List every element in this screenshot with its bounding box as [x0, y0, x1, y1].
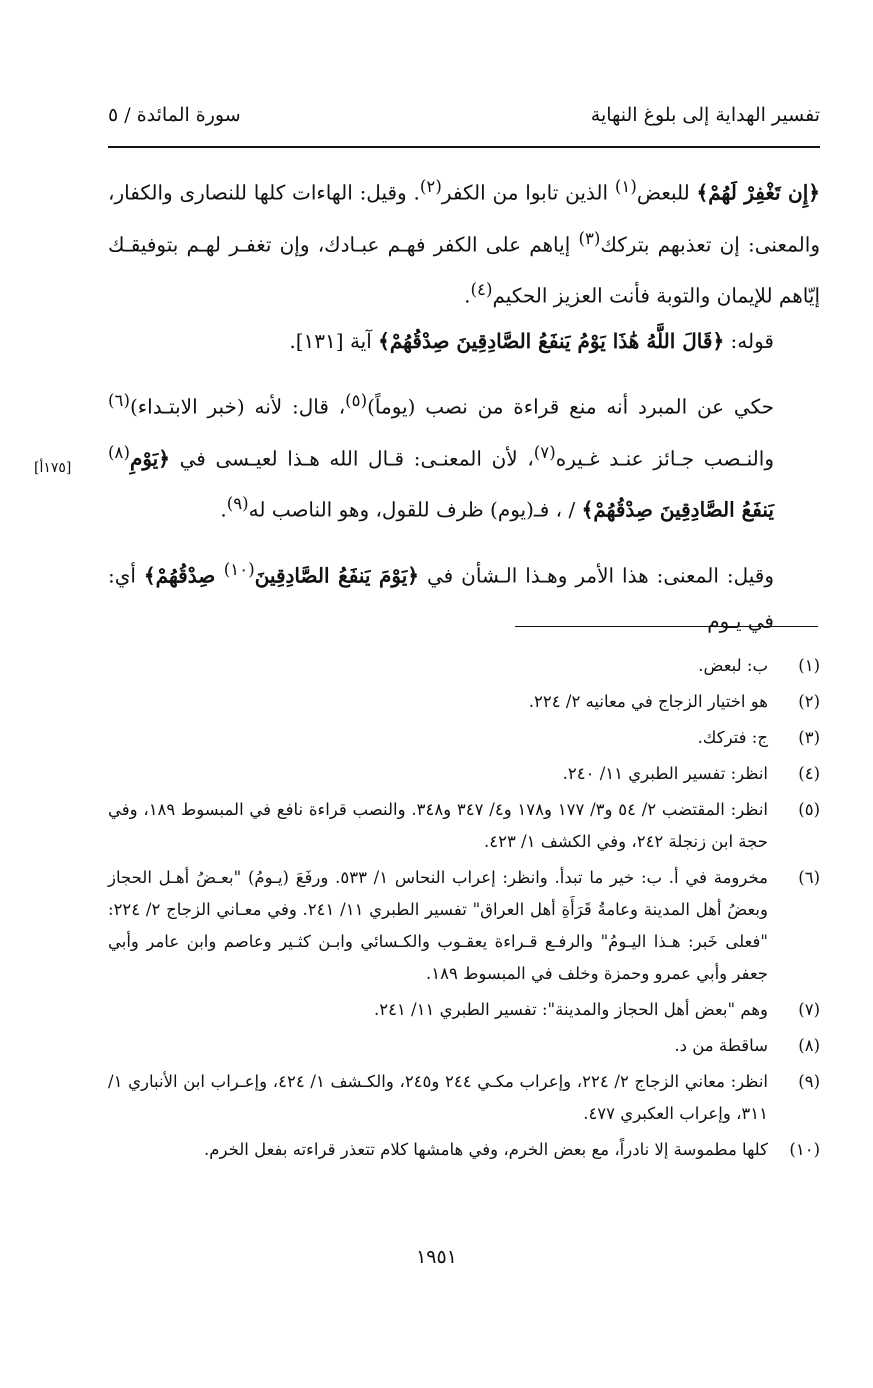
- footnote-text: كلها مطموسة إلا نادراً، مع بعض الخرم، وفي هامشها كلام تتعذر قراءته بفعل الخرم.: [204, 1140, 768, 1159]
- footnote: [108, 650, 820, 682]
- running-header: [108, 104, 820, 136]
- quran-quote: يَنفَعُ الصَّادِقِينَ صِدْقُهُمْ﴾: [581, 497, 774, 522]
- main-text: [108, 164, 820, 644]
- quran-quote: ﴿إِن تَغْفِرْ لَهُمْ﴾: [696, 180, 820, 205]
- manuscript-folio-note: [١٧٥أ]: [34, 460, 72, 476]
- footnote-ref: (٥): [345, 390, 368, 410]
- paragraph: ﴿إِن تَغْفِرْ لَهُمْ﴾ للبعض$^{(١)}$ الذين تابوا من الكفر$^{(٢)}$. وقيل: الهاءات كلها للنصارى والكفار، والمعنى: إن تعذبهم بتركك$^{(٣)}$ إياهم على الكفر فهـم عبـادك، وإن تغفـر لهـم بتوفيقـك إيّاهم للإيمان والتوبة فأنت العزيز الحكيم$^{(٤)}$.: [108, 177, 820, 308]
- footnote-separator: [515, 626, 818, 627]
- paragraph: حكي عن المبرد أنه منع قراءة من نصب (يوماً)$^{(٥)}$، قال: لأنه (خبر الابتـداء)$^{(٦)}$ والنـصب جـائز عنـد غـيره$^{(٧)}$، لأن المعنـى: قـال الله هـذا لعيـسى في ﴿يَوْمِ$^{(٨)}$ يَنفَعُ الصَّادِقِينَ صِدْقُهُمْ﴾ / ، فـ(يوم) ظرف للقول، وهو الناصب له$^{(٩)}$.: [108, 390, 774, 522]
- footnotes: [108, 650, 820, 1170]
- footnote-text: انظر: المقتضب ٢/ ٥٤ و٣/ ١٧٧ و١٧٨ و٤/ ٣٤٧ و٣٤٨. والنصب قراءة نافع في المبسوط ١٨٩، وفي حجة ابن زنجلة ٢٤٢، وفي الكشف ١/ ٤٢٣.: [108, 800, 769, 851]
- footnote-ref: (٨): [108, 442, 130, 462]
- footnote: [108, 722, 820, 754]
- footnote: [108, 1066, 820, 1130]
- page-number: ١٩٥١: [416, 1246, 457, 1268]
- quran-quote: ﴿يَوْمِ: [129, 446, 170, 471]
- footnote: [108, 1030, 820, 1062]
- footnote: [108, 1134, 820, 1166]
- paragraph: قوله: ﴿قَالَ اللَّهُ هَٰذَا يَوْمُ يَنفَعُ الصَّادِقِينَ صِدْقُهُمْ﴾ آية [١٣١].: [289, 328, 774, 353]
- footnote-number: (٩): [798, 1072, 820, 1091]
- footnote-number: (٦): [798, 868, 820, 887]
- footnote-text: ب: لبعض.: [698, 656, 768, 675]
- footnote-number: (١٠): [789, 1140, 820, 1159]
- footnote: [108, 794, 820, 858]
- footnote-number: (٧): [798, 1000, 820, 1019]
- header-rule: [108, 146, 820, 148]
- footnote-ref: (٦): [108, 390, 130, 410]
- footnote-text: هو اختيار الزجاج في معانيه ٢/ ٢٢٤.: [528, 692, 768, 711]
- footnote-number: (٢): [798, 692, 820, 711]
- footnote-ref: (٩): [226, 494, 249, 514]
- quran-quote: ﴿قَالَ اللَّهُ هَٰذَا يَوْمُ يَنفَعُ الصَّادِقِينَ صِدْقُهُمْ﴾: [378, 328, 725, 353]
- footnote-text: وهم "بعض أهل الحجاز والمدينة": تفسير الطبري ١١/ ٢٤١.: [373, 1000, 768, 1019]
- footnote-number: (١): [798, 656, 820, 675]
- footnote: [108, 686, 820, 718]
- footnote-text: مخرومة في أ. ب: خير ما تبدأ. وانظر: إعراب النحاس ١/ ٥٣٣. ورفَعَ (يـومُ) "بعـضُ أهـل الحجاز وبعضُ أهل المدينة وعامةُ قَرَأَةِ أهل العراق" تفسير الطبري ١١/ ٢٤١. وفي معـاني الزجاج ٢/ ٢٢٤: "فعلى خَبر: هـذا اليـومُ" والرفـع قـراءة يعقـوب والكـسائي وابـن كثـير وعاصم وابن عامر وأبي جعفر وأبي عمرو وحمزة وخلف في المبسوط ١٨٩.: [108, 868, 768, 983]
- footnote-ref: (٤): [470, 280, 493, 300]
- footnote-ref: (١٠): [223, 559, 255, 579]
- footnote-text: انظر: معاني الزجاج ٢/ ٢٢٤، وإعراب مكـي ٢٤٤ و٢٤٥، والكـشف ١/ ٤٢٤، وإعـراب ابن الأنباري ١/ ٣١١، وإعراب العكبري ٤٧٧.: [108, 1072, 768, 1123]
- surah-label: سورة المائدة / ٥: [108, 104, 241, 126]
- footnote: [108, 758, 820, 790]
- footnote-number: (٥): [798, 800, 820, 819]
- quran-quote: ﴿يَوْمَ يَنفَعُ الصَّادِقِينَ: [254, 563, 420, 588]
- footnote-ref: (١): [614, 177, 637, 196]
- footnote-ref: (٧): [533, 442, 556, 462]
- footnote-number: (٣): [798, 728, 820, 747]
- footnote-number: (٤): [798, 764, 820, 783]
- footnote-number: (٨): [798, 1036, 820, 1055]
- footnote: [108, 862, 820, 990]
- book-title: تفسير الهداية إلى بلوغ النهاية: [590, 104, 820, 126]
- verse-number: آية [١٣١].: [289, 328, 379, 353]
- footnote: [108, 994, 820, 1026]
- footnote-text: ساقطة من د.: [674, 1036, 768, 1055]
- footnote-text: انظر: تفسير الطبري ١١/ ٢٤٠.: [562, 764, 768, 783]
- footnote-text: ج: فتركك.: [697, 728, 768, 747]
- footnote-ref: (٣): [578, 228, 601, 248]
- quran-quote: صِدْقُهُمْ﴾: [143, 563, 224, 588]
- paragraph: وقيل: المعنى: هذا الأمر وهـذا الـشأن في ﴿يَوْمَ يَنفَعُ الصَّادِقِينَ$^{(١٠)}$ صِدْقُهُمْ﴾ أي: في يـوم: [108, 559, 774, 633]
- footnote-ref: (٢): [419, 177, 442, 196]
